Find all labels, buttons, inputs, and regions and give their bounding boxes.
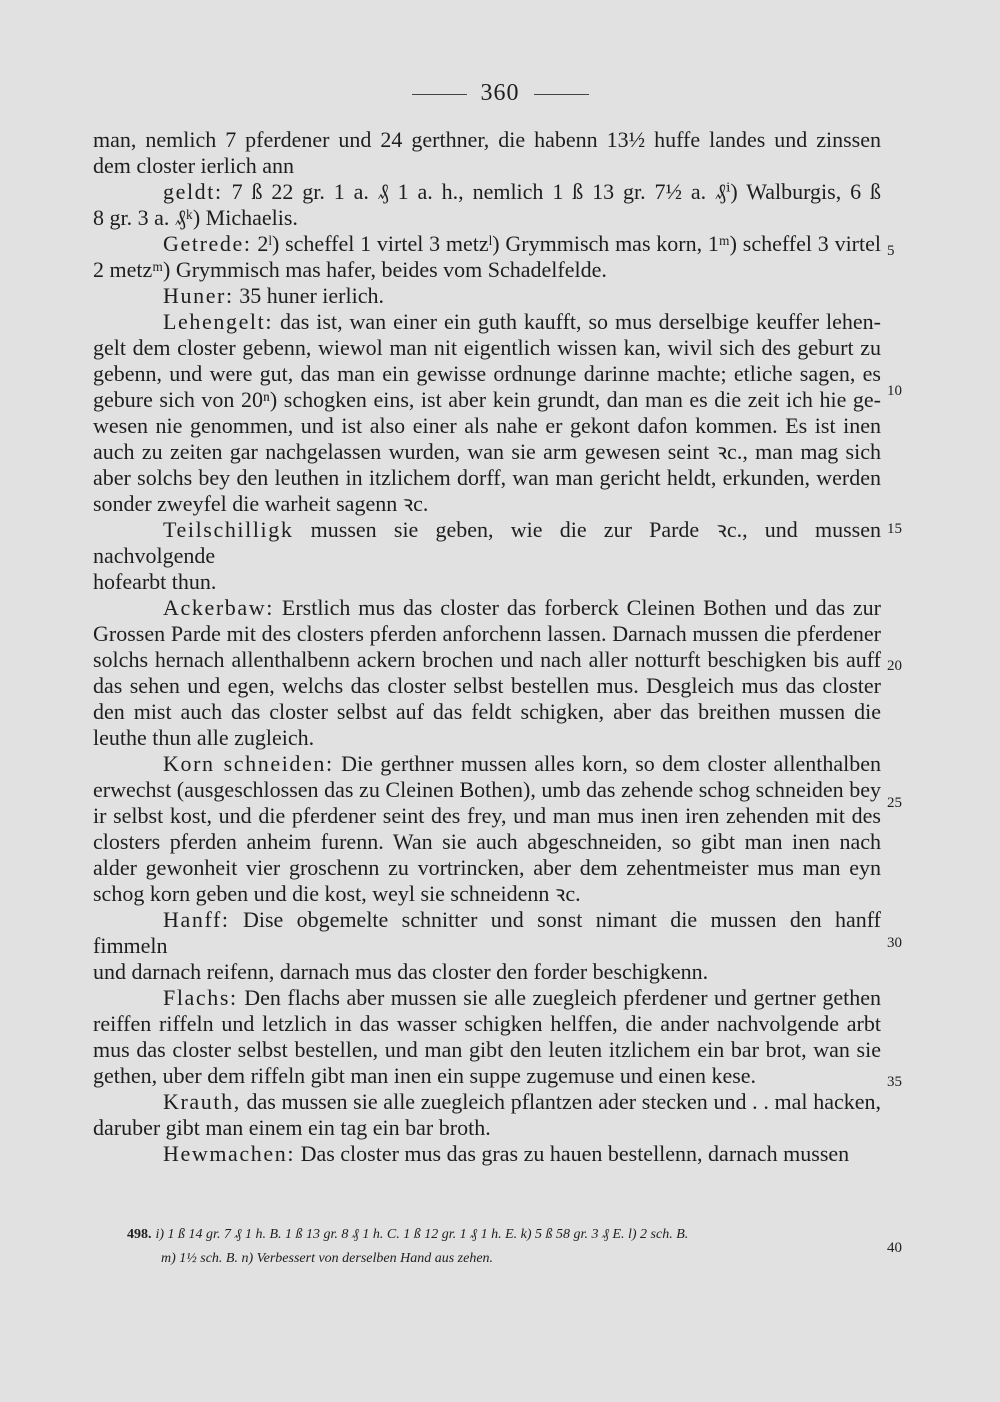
- line-text: sonder zweyfel die warheit sagenn ꝛc.: [93, 491, 429, 516]
- line-text: Grossen Parde mit des closters pferden anforchenn lassen. Darnach mussen die pferdener: [93, 621, 881, 646]
- footnotes: [127, 1223, 887, 1271]
- section-keyword: Krauth,: [163, 1089, 241, 1114]
- line-text: 2ˡ) scheffel 1 virtel 3 metzˡ) Grymmisch mas korn, 1ᵐ) scheffel 3 virtel: [251, 231, 881, 256]
- text-line: [93, 1037, 881, 1063]
- text-line: [93, 465, 881, 491]
- text-line: [93, 803, 881, 829]
- section-keyword: Teilschilligk: [163, 517, 294, 542]
- line-number: 25: [887, 795, 902, 811]
- line-text: aber solchs bey den leuthen in itzlichem dorff, wan man gericht heldt, erkunden, werden: [93, 465, 881, 490]
- text-line: [93, 881, 881, 907]
- text-line: [93, 699, 881, 725]
- text-line: [93, 1141, 881, 1167]
- text-line: [93, 673, 881, 699]
- text-line: [93, 647, 881, 673]
- line-text: gelt dem closter gebenn, wiewol man nit eigentlich wissen kan, wivil sich des geburt zu: [93, 335, 881, 360]
- text-line: [93, 569, 881, 595]
- text-line: [93, 1089, 881, 1115]
- line-text: closters pferden anheim furenn. Wan sie auch abgeschneiden, so gibt man inen nach: [93, 829, 881, 854]
- line-text: Die gerthner mussen alles korn, so dem closter allenthalben: [333, 751, 881, 776]
- line-text: solchs hernach allenthalbenn ackern brochen und nach aller notturft beschigken bis auff: [93, 647, 881, 672]
- text-line: [93, 205, 881, 231]
- line-text: Das closter mus das gras zu hauen bestellenn, darnach mussen: [295, 1141, 850, 1166]
- text-line: [93, 491, 881, 517]
- text-line: [93, 829, 881, 855]
- line-text: das sehen und egen, welchs das closter selbst bestellen mus. Desgleich mus das closter: [93, 673, 881, 698]
- line-text: reiffen riffeln und letzlich in das wasser schigken helffen, die ander nachvolgende arbt: [93, 1011, 881, 1036]
- header-rule-left: [412, 94, 467, 95]
- text-line: [93, 257, 881, 283]
- section-keyword: Hewmachen:: [163, 1141, 296, 1166]
- text-line: [93, 959, 881, 985]
- line-text: hofearbt thun.: [93, 569, 217, 594]
- line-text: auch zu zeiten gar nachgelassen wurden, wan sie arm gewesen seint ꝛc., man mag sich: [93, 439, 881, 464]
- line-text: ir selbst kost, und die pferdener seint des frey, und man mus inen iren zehenden mit des: [93, 803, 881, 828]
- line-text: das ist, wan einer ein guth kaufft, so mus derselbige keuffer lehen-: [273, 309, 881, 334]
- line-number: 40: [887, 1240, 902, 1256]
- line-text: mus das closter selbst bestellen, und man gibt den leuten itzlichem ein bar brot, wan sie: [93, 1037, 881, 1062]
- text-line: [93, 621, 881, 647]
- text-line: [93, 517, 881, 569]
- text-line: [93, 413, 881, 439]
- text-line: [93, 777, 881, 803]
- text-line: [93, 985, 881, 1011]
- footnote-entry-number: 498.: [127, 1227, 152, 1242]
- line-text: gebure sich von 20ⁿ) schogken eins, ist aber kein grundt, dan man es die zeit ich hie ge-: [93, 387, 881, 412]
- text-line: [93, 283, 881, 309]
- line-text: 8 gr. 3 a. ₰ᵏ) Michaelis.: [93, 205, 298, 230]
- text-line: [93, 595, 881, 621]
- line-text: Dise obgemelte schnitter und sonst nimant die mussen den hanff fimmeln: [93, 907, 881, 958]
- text-line: [93, 309, 881, 335]
- line-number: 15: [887, 521, 902, 537]
- text-line: [93, 1011, 881, 1037]
- section-keyword: Lehengelt:: [163, 309, 274, 334]
- line-text: Erstlich mus das closter das forberck Cleinen Bothen und das zur: [273, 595, 881, 620]
- line-text: mussen sie geben, wie die zur Parde ꝛc., und mussen nachvolgende: [93, 517, 881, 568]
- line-text: 7 ß 22 gr. 1 a. ₰ 1 a. h., nemlich 1 ß 13 gr. 7½ a. ₰ⁱ) Walburgis, 6 ß: [222, 179, 881, 204]
- line-text: den mist auch das closter selbst auf das feldt schigken, aber das breithen mussen die: [93, 699, 881, 724]
- line-text: 35 huner ierlich.: [233, 283, 384, 308]
- section-keyword: Ackerbaw:: [163, 595, 274, 620]
- line-number: 35: [887, 1074, 902, 1090]
- line-text: man, nemlich 7 pferdener und 24 gerthner, die habenn 13½ huffe landes und zinssen: [93, 127, 881, 152]
- line-text: dem closter ierlich ann: [93, 153, 294, 178]
- text-line: [93, 127, 881, 153]
- header-rule-right: [534, 94, 589, 95]
- line-text: 2 metzᵐ) Grymmisch mas hafer, beides vom Schadelfelde.: [93, 257, 607, 282]
- text-line: [93, 725, 881, 751]
- line-number: 20: [887, 658, 902, 674]
- line-text: daruber gibt man einem ein tag ein bar broth.: [93, 1115, 491, 1140]
- text-line: [93, 361, 881, 387]
- section-keyword: Korn schneiden:: [163, 751, 334, 776]
- text-line: [93, 335, 881, 361]
- section-keyword: Getrede:: [163, 231, 252, 256]
- text-line: [93, 153, 881, 179]
- section-keyword: Flachs:: [163, 985, 238, 1010]
- footnote-line-2: m) 1½ sch. B. n) Verbessert von derselben Hand aus zehen.: [161, 1251, 494, 1266]
- footnote-line-1: [127, 1223, 887, 1247]
- text-line: [93, 179, 881, 205]
- line-number: 5: [887, 243, 895, 259]
- section-keyword: Hanff:: [163, 907, 230, 932]
- text-line: [93, 855, 881, 881]
- line-number: 10: [887, 383, 902, 399]
- line-number: 30: [887, 935, 902, 951]
- text-line: [93, 387, 881, 413]
- body-text: [93, 127, 881, 1167]
- text-line: [93, 1115, 881, 1141]
- page-number: 360: [480, 80, 520, 106]
- line-text: leuthe thun alle zugleich.: [93, 725, 315, 750]
- section-keyword: Huner:: [163, 283, 234, 308]
- text-line: [93, 1063, 881, 1089]
- section-keyword: geldt:: [163, 179, 223, 204]
- line-text: Den flachs aber mussen sie alle zuegleich pferdener und gertner gethen: [237, 985, 881, 1010]
- line-text: erwechst (ausgeschlossen das zu Cleinen Bothen), umb das zehende schog schneiden bey: [93, 777, 881, 802]
- line-text: das mussen sie alle zuegleich pflantzen ader stecken und . . mal hacken,: [240, 1089, 881, 1114]
- line-text: alder gewonheit vier groschenn zu vortrincken, aber dem zehentmeister mus man eyn: [93, 855, 881, 880]
- footnote-text-1: i) 1 ß 14 gr. 7 ₰ 1 h. B. 1 ß 13 gr. 8 ₰ 1 h. C. 1 ß 12 gr. 1 ₰ 1 h. E. k) 5 ß 58 gr. 3 ₰ E. l) 2 sch. B.: [155, 1227, 689, 1242]
- line-text: gebenn, und were gut, das man ein gewisse ordnunge darinne machte; etliche sagen, es: [93, 361, 881, 386]
- line-text: und darnach reifenn, darnach mus das closter den forder beschigkenn.: [93, 959, 709, 984]
- line-text: gethen, uber dem riffeln gibt man inen ein suppe zugemuse und einen kese.: [93, 1063, 757, 1088]
- line-text: wesen nie genommen, und ist also einer als nahe er gekont dafon kommen. Es ist inen: [93, 413, 881, 438]
- text-line: [93, 751, 881, 777]
- text-line: [93, 439, 881, 465]
- text-line: [93, 907, 881, 959]
- line-text: schog korn geben und die kost, weyl sie schneidenn ꝛc.: [93, 881, 581, 906]
- page-header: [0, 80, 1000, 107]
- text-line: [93, 231, 881, 257]
